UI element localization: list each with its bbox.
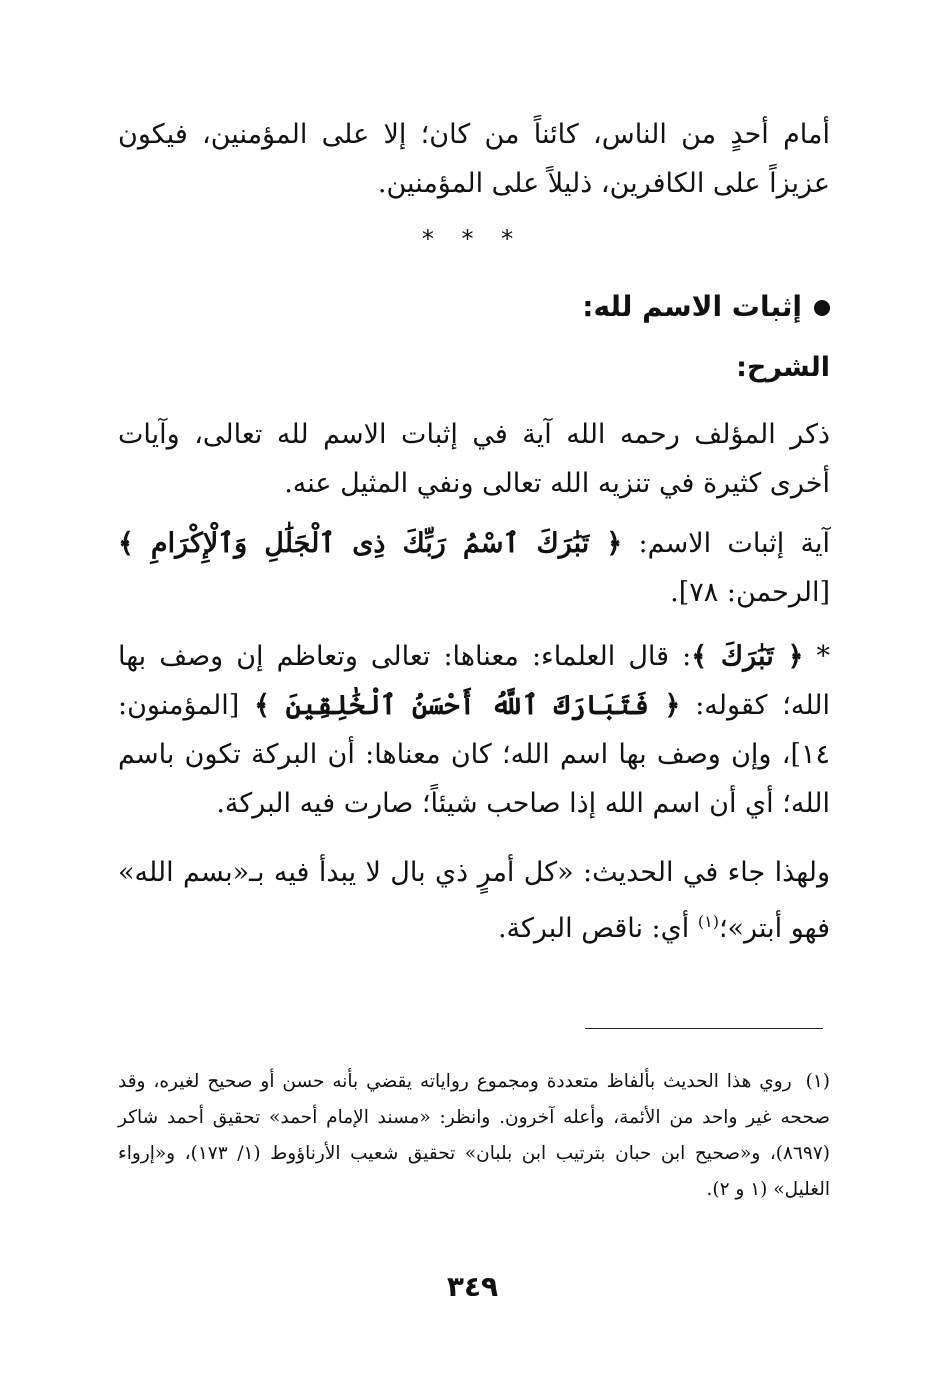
section-heading	[582, 290, 830, 323]
quran-verse-rahman: ﴿ تَبَٰرَكَ ٱسْمُ رَبِّكَ ذِى ٱلْجَلَٰلِ وَٱلْإِكْرَامِ ﴾	[118, 528, 623, 559]
section-heading-text: إثبات الاسم لله:	[582, 290, 802, 323]
intro-paragraph: أمام أحدٍ من الناس، كائناً من كان؛ إلا على المؤمنين، فيكون عزيزاً على الكافرين، ذليلاً على المؤمنين.	[118, 119, 830, 199]
footnote	[118, 1064, 830, 1208]
footnote-divider	[585, 1028, 823, 1029]
section-separator: * * *	[421, 225, 524, 253]
verse-reference: [الرحمن: ٧٨].	[670, 577, 830, 608]
footnote-ref[interactable]: (١)	[697, 912, 719, 931]
paragraph-tabaraka-meaning	[118, 632, 830, 828]
paragraph-author-mention: ذكر المؤلف رحمه الله آية في إثبات الاسم لله تعالى، وآيات أخرى كثيرة في تنزيه الله تعالى ونفي المثيل عنه.	[118, 419, 830, 499]
tabaraka-continuation: [المؤمنون: ١٤]، وإن وصف بها اسم الله؛ كان معناها: أن البركة تكون باسم الله؛ أي أن اسم الله إذا صاحب شيئاً؛ صارت فيه البركة.	[118, 690, 830, 819]
page-number: ٣٤٩	[446, 1270, 499, 1303]
sharh-label: الشرح:	[736, 352, 830, 383]
tabaraka-explanation: : قال العلماء: معناها: تعالى وتعاظم إن وصف بها الله؛ كقوله:	[118, 641, 831, 721]
paragraph-hadith	[118, 848, 830, 953]
footnote-text: روي هذا الحديث بألفاظ متعددة ومجموع رواياته يقضي بأنه حسن أو صحيح لغيره، وقد صححه غير واحد من الأئمة، وأعله آخرون. وانظر: «مسند الإمام أحمد» تحقيق أحمد شاكر (٨٦٩٧)، و«صحيح ابن حبان بترتيب ابن بلبان» تحقيق شعيب الأرناؤوط (١/ ١٧٣)، و«إرواء الغليل» (١ و ٢).	[118, 1071, 830, 1200]
footnote-number: (١)	[805, 1071, 830, 1092]
star-marker: *	[803, 641, 830, 672]
hadith-meaning: أي: ناقص البركة.	[497, 913, 698, 944]
quran-verse-muminun: ﴿ فَتَبَارَكَ ٱللَّهُ أَحْسَنُ ٱلْخَٰلِقِينَ ﴾	[254, 690, 681, 721]
quran-word-tabaraka: ﴿ تَبَٰرَكَ ﴾	[691, 641, 804, 672]
paragraph-verse-proof	[118, 519, 830, 617]
bullet-icon	[814, 300, 830, 316]
verse-prefix: آية إثبات الاسم:	[622, 528, 830, 559]
hadith-text: ولهذا جاء في الحديث: «كل أمرٍ ذي بال لا يبدأ فيه بـ«بسم الله» فهو أبتر»؛	[118, 857, 830, 944]
